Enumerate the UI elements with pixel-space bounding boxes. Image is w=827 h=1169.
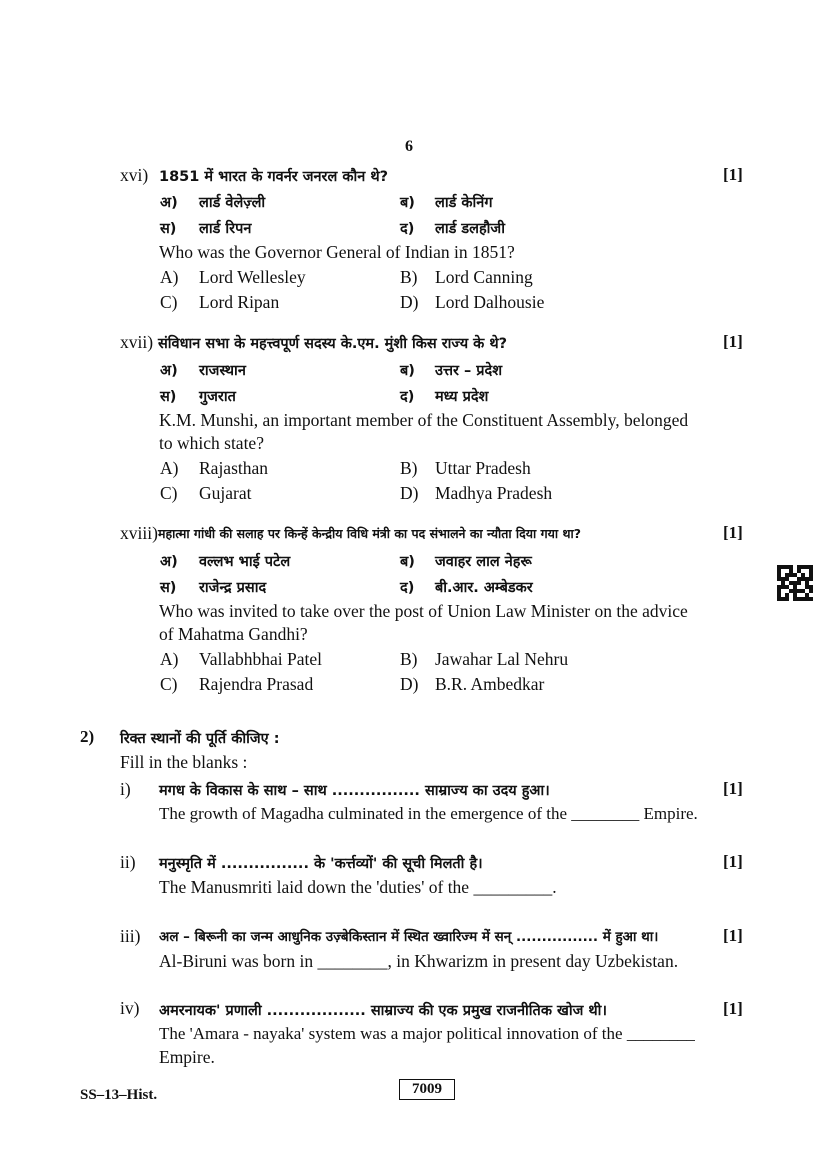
footer-paper-code: 7009 (399, 1079, 455, 1100)
q2-iii-marks: [1] (723, 926, 743, 945)
q16-hi-opt-b-label: ब) (400, 195, 415, 211)
q16-en-opt-c: Lord Ripan (199, 292, 280, 312)
q17-en-opt-d: Madhya Pradesh (435, 483, 553, 503)
q2-iv-number: iv) (120, 998, 140, 1018)
q18-hi-opt-a: वल्लभ भाई पटेल (199, 554, 291, 570)
q2-ii-number: ii) (120, 852, 136, 872)
q2-ii-marks: [1] (723, 852, 743, 871)
q17-en-opt-c-label: C) (160, 483, 178, 503)
q18-marks: [1] (723, 523, 743, 542)
q16-en-opt-b-label: B) (400, 267, 418, 287)
footer-subject-code: SS–13–Hist. (80, 1087, 158, 1103)
q16-hi-opt-a-label: अ) (160, 195, 178, 211)
q18-en-opt-c-label: C) (160, 674, 178, 694)
page-number: 6 (405, 138, 413, 155)
q17-english-line-2: to which state? (159, 433, 264, 453)
q16-en-opt-a-label: A) (160, 267, 179, 287)
q16-hindi-text: 1851 में भारत के गवर्नर जनरल कौन थे? (159, 169, 389, 185)
q18-hi-opt-d: बी.आर. अम्बेडकर (435, 580, 533, 596)
q16-en-opt-c-label: C) (160, 292, 178, 312)
q18-en-opt-a-label: A) (160, 649, 179, 669)
q16-hi-opt-b: लार्ड केनिंग (435, 195, 493, 211)
q16-en-opt-d: Lord Dalhousie (435, 292, 545, 312)
q16-hi-opt-c-label: स) (160, 221, 177, 237)
q16-marks: [1] (723, 165, 743, 184)
q17-hi-opt-c: गुजरात (199, 389, 236, 405)
q17-marks: [1] (723, 332, 743, 351)
q18-hi-opt-a-label: अ) (160, 554, 178, 570)
q2-iv-english-line-1: The 'Amara - nayaka' system was a major political innovation of the ________ (159, 1024, 695, 1043)
q16-hi-opt-d-label: द) (400, 221, 415, 237)
q16-en-opt-b: Lord Canning (435, 267, 533, 287)
q18-number: xviii) (120, 523, 158, 543)
q2-i-hindi: मगध के विकास के साथ – साथ ................ साम्राज्य का उदय हुआ। (159, 783, 550, 799)
q17-en-opt-a-label: A) (160, 458, 179, 478)
q17-hi-opt-c-label: स) (160, 389, 177, 405)
q17-hindi-text: संविधान सभा के महत्त्वपूर्ण सदस्य के.एम. मुंशी किस राज्य के थे? (158, 336, 508, 352)
q17-hi-opt-b-label: ब) (400, 363, 415, 379)
q2-i-number: i) (120, 779, 131, 799)
q16-en-opt-d-label: D) (400, 292, 419, 312)
q17-hi-opt-a: राजस्थान (199, 363, 246, 379)
q17-en-opt-d-label: D) (400, 483, 419, 503)
q18-en-opt-d-label: D) (400, 674, 419, 694)
q2-hindi-text: रिक्त स्थानों की पूर्ति कीजिए : (120, 731, 280, 747)
q16-number: xvi) (120, 165, 149, 185)
q18-en-opt-b: Jawahar Lal Nehru (435, 649, 569, 669)
q17-hi-opt-a-label: अ) (160, 363, 178, 379)
q18-hi-opt-c: राजेन्द्र प्रसाद (199, 580, 267, 596)
q2-ii-hindi: मनुस्मृति में ................ के 'कर्त्तव्यों' की सूची मिलती है। (159, 856, 483, 872)
q2-number: 2) (80, 727, 95, 746)
q18-hi-opt-b-label: ब) (400, 554, 415, 570)
q18-hindi-text: महात्मा गांधी की सलाह पर किन्हें केन्द्रीय विधि मंत्री का पद संभालने का न्यौता दिया गया था? (158, 526, 581, 541)
q2-iii-hindi: अल – बिरूनी का जन्म आधुनिक उज़्बेकिस्तान में स्थित ख्वारिज्म में सन् ................ में हुआ था। (159, 929, 659, 945)
q2-i-english: The growth of Magadha culminated in the emergence of the ________ Empire. (159, 804, 698, 823)
qr-code-icon (777, 565, 813, 601)
q16-hi-opt-c: लार्ड रिपन (199, 221, 252, 237)
q17-hi-opt-b: उत्तर – प्रदेश (435, 363, 503, 379)
q18-hi-opt-d-label: द) (400, 580, 415, 596)
q18-hi-opt-b: जवाहर लाल नेहरू (435, 554, 532, 570)
q18-en-opt-c: Rajendra Prasad (199, 674, 314, 694)
q17-english-line-1: K.M. Munshi, an important member of the Constituent Assembly, belonged (159, 410, 689, 430)
q2-iv-hindi: अमरनायक' प्रणाली .................. साम्राज्य की एक प्रमुख राजनीतिक खोज थी। (159, 1003, 607, 1019)
q2-iv-marks: [1] (723, 999, 743, 1018)
q17-en-opt-b: Uttar Pradesh (435, 458, 531, 478)
q17-en-opt-b-label: B) (400, 458, 418, 478)
q18-english-line-2: of Mahatma Gandhi? (159, 624, 308, 644)
q17-en-opt-a: Rajasthan (199, 458, 269, 478)
q18-en-opt-d: B.R. Ambedkar (435, 674, 545, 694)
q2-i-marks: [1] (723, 779, 743, 798)
q17-en-opt-c: Gujarat (199, 483, 252, 503)
q16-hi-opt-a: लार्ड वेलेज़्ली (199, 195, 266, 211)
q16-english-text: Who was the Governor General of Indian in 1851? (159, 242, 515, 262)
q18-english-line-1: Who was invited to take over the post of Union Law Minister on the advice (159, 601, 688, 621)
q2-english-text: Fill in the blanks : (120, 752, 248, 772)
q18-hi-opt-c-label: स) (160, 580, 177, 596)
q16-en-opt-a: Lord Wellesley (199, 267, 306, 287)
q18-en-opt-b-label: B) (400, 649, 418, 669)
q2-iii-english: Al-Biruni was born in ________, in Khwarizm in present day Uzbekistan. (159, 951, 679, 971)
q2-iv-english-line-2: Empire. (159, 1047, 215, 1067)
q18-en-opt-a: Vallabhbhai Patel (199, 649, 322, 669)
q2-iii-number: iii) (120, 926, 141, 946)
q17-hi-opt-d-label: द) (400, 389, 415, 405)
q16-hi-opt-d: लार्ड डलहौजी (435, 221, 505, 237)
q17-number: xvii) (120, 332, 154, 352)
q2-ii-english: The Manusmriti laid down the 'duties' of the _________. (159, 877, 557, 897)
q17-hi-opt-d: मध्य प्रदेश (435, 389, 489, 405)
